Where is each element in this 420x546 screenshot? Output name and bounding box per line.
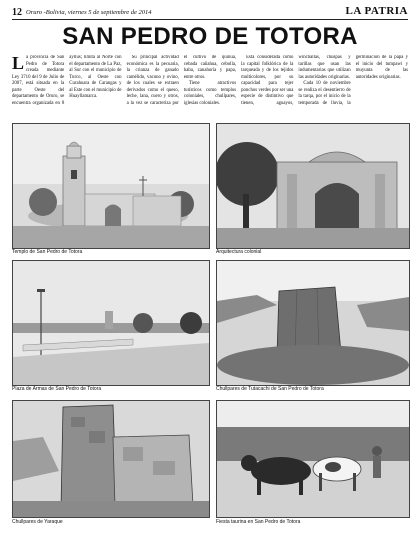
drop-cap: L bbox=[12, 55, 25, 73]
church-photo bbox=[12, 123, 210, 249]
paragraph-1: La provincia de San Pedro de Totora creada mediante Ley 3710 del 9 de Julio de 2007, está situada en la parte Oeste del departamento de Oruro, se encuentra organizada en 8 ayllus; limita al Norte con el departamento de La Paz, al Sur con el municipio de Turco, al Oeste con Curahuara de Carangas y al Este con el municipio de Huayllamarca. bbox=[12, 55, 122, 106]
colonial-arch-photo bbox=[216, 123, 410, 249]
header-divider bbox=[12, 19, 408, 20]
plaza-photo bbox=[12, 260, 210, 386]
paragraph-2: Su principal actividad económica es la pecuaria, la crianza de ganado camélido, vacuno y ovino, de los cuales se extraen derivados como el queso, leche, lana, cuero y otros, a la vez se caracteriza por el cultivo de quinua, cebada cañahua, cebolla, haba, zanahoria y papa, entre otros. bbox=[126, 55, 237, 106]
photo-caption: Arquitectura colonial bbox=[216, 249, 262, 255]
photo-caption: Chullpares de Yaraque bbox=[12, 519, 63, 525]
photo-caption: Chullpares de Tutacachi de San Pedro de Totora bbox=[216, 386, 324, 392]
photo-caption: Templo de San Pedro de Totora bbox=[12, 249, 83, 255]
page-number: 12 bbox=[12, 7, 22, 18]
paragraph-3: Tiene atractivos turísticos como templos coloniales, chullpares, iglesias coloniales. bbox=[183, 81, 237, 106]
dateline: Oruro -Bolivia, viernes 5 de septiembre de 2014 bbox=[26, 9, 152, 16]
photo-caption: Fiesta taurina en San Pedro de Totora bbox=[216, 519, 301, 525]
paragraph-4: Está considerada como la capital folklórica de la tarqueada y de los tejidos multicolores, por su capacidad para tejer ponchos verdes por ser una especie de distintivo que tienen, aguayos, winchallas, chuspas y tarillas que usan las indumentarias que utilizan las autoridades originarias. bbox=[241, 55, 351, 106]
bullfight-photo bbox=[216, 400, 410, 518]
paragraph-5: Cada 10 de noviembre se realiza el desentierro de la tarqa, por el inicio de la temporada de lluvia, la germinación de la papa y el inicio del tumpawi y muyunta de las autoridades originarias. bbox=[298, 55, 408, 106]
stone-ruins-photo bbox=[12, 400, 210, 518]
headline: SAN PEDRO DE TOTORA bbox=[62, 23, 358, 50]
page-header bbox=[12, 5, 408, 19]
chullpa-photo bbox=[216, 260, 410, 386]
masthead: LA PATRIA bbox=[345, 5, 408, 17]
article-body bbox=[12, 55, 408, 121]
photo-caption: Plaza de Armas de San Pedro de Totora bbox=[12, 386, 102, 392]
